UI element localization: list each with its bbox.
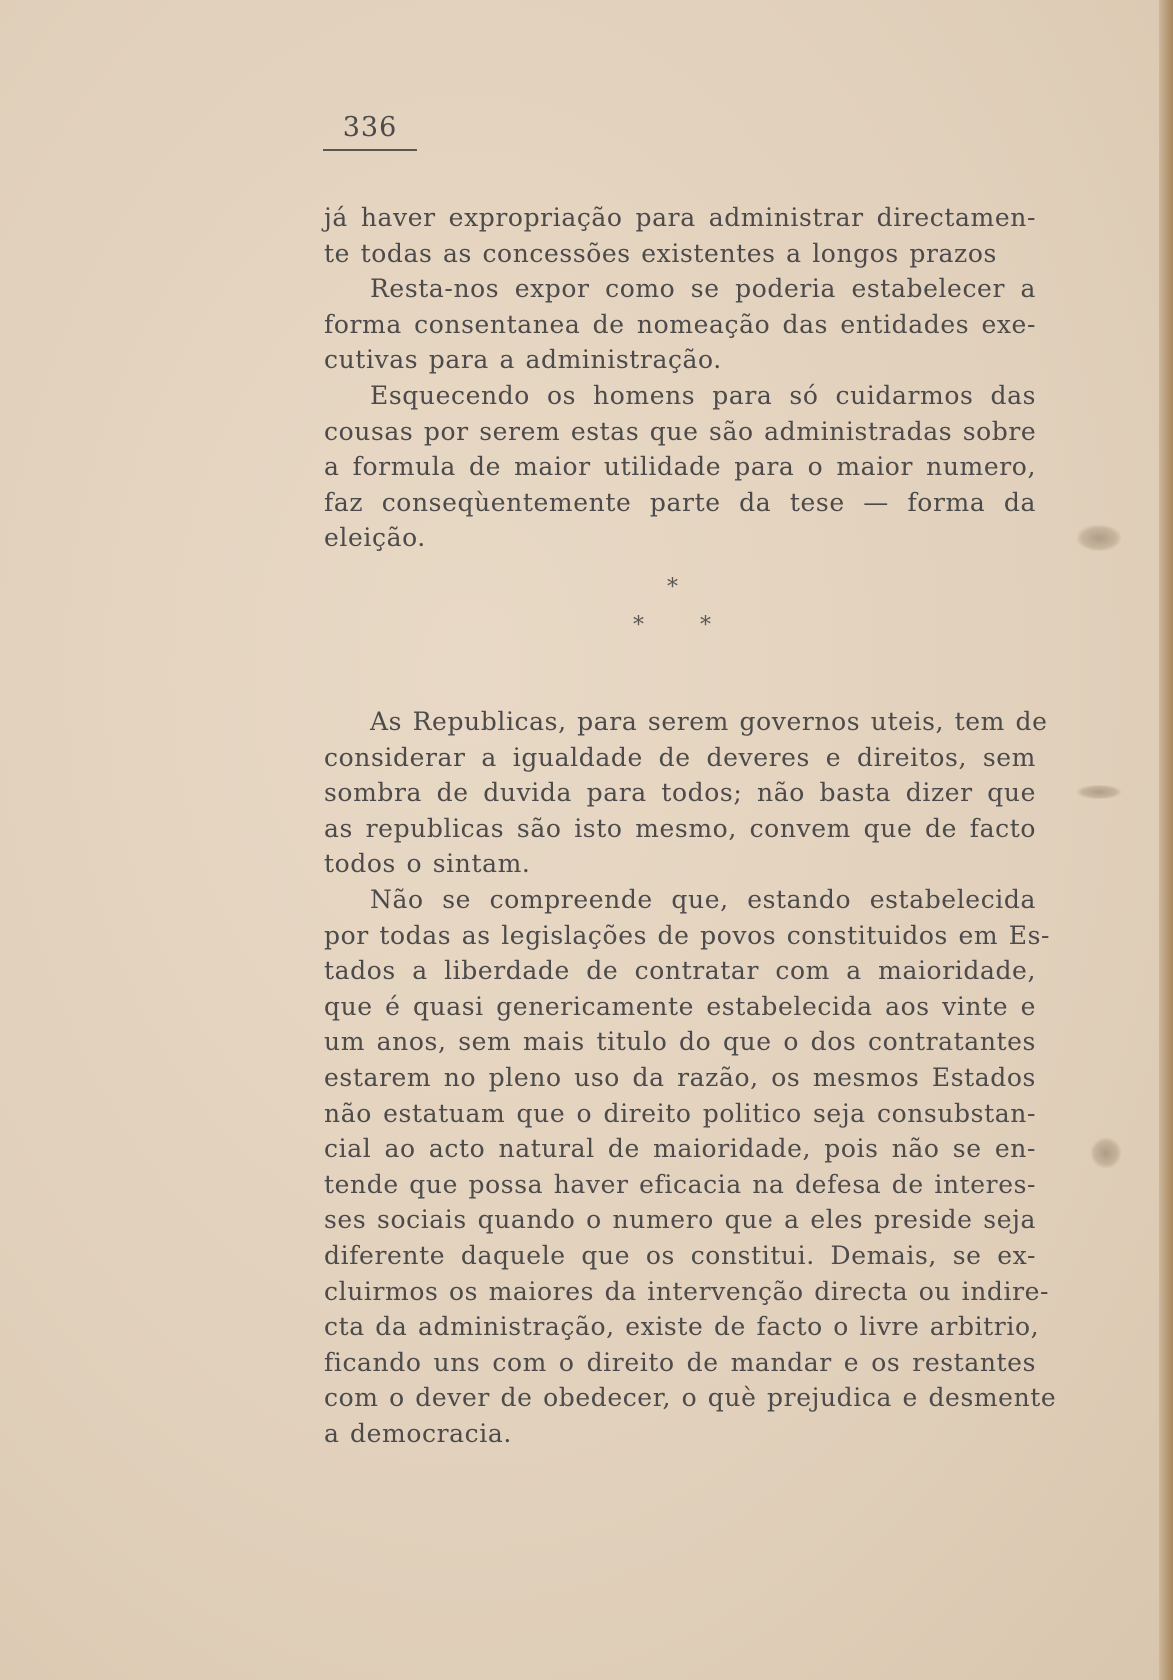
text-line: cial ao acto natural de maioridade, pois não se en- bbox=[324, 1134, 1036, 1164]
text-line: eleição. bbox=[324, 523, 426, 553]
text-line: ses sociais quando o numero que a eles preside seja bbox=[324, 1205, 1036, 1235]
paragraph-block bbox=[324, 200, 1036, 556]
text-line: a democracia. bbox=[324, 1418, 512, 1448]
text-line: ficando uns com o direito de mandar e os restantes bbox=[324, 1347, 1036, 1377]
text-line: que é quasi genericamente estabelecida aos vinte e bbox=[324, 991, 1036, 1021]
text-line: faz conseqùentemente parte da tese — forma da bbox=[324, 487, 1036, 517]
page-number: 336 bbox=[323, 112, 417, 151]
text-line: cousas por serem estas que são administradas sobre bbox=[324, 416, 1037, 446]
text-line: já haver expropriação para administrar directamen- bbox=[324, 203, 1036, 232]
text-line: As Republicas, para serem governos uteis, tem de bbox=[370, 707, 1048, 736]
text-line: com o dever de obedecer, o què prejudica e desmente bbox=[324, 1383, 1057, 1413]
page-edge bbox=[1159, 0, 1173, 1680]
text-line: te todas as concessões existentes a longos prazos bbox=[324, 238, 997, 268]
text-line: Esquecendo os homens para só cuidarmos das bbox=[370, 380, 1036, 410]
stain-mark bbox=[1077, 785, 1121, 799]
text-line: sombra de duvida para todos; não basta dizer que bbox=[324, 778, 1036, 808]
text-line: a formula de maior utilidade para o maior numero, bbox=[324, 452, 1036, 482]
text-line: Não se compreende que, estando estabelecida bbox=[370, 884, 1036, 914]
text-line: tados a liberdade de contratar com a maioridade, bbox=[324, 956, 1036, 986]
section-separator bbox=[620, 575, 740, 645]
paragraph-block bbox=[324, 704, 1057, 1451]
text-line: um anos, sem mais titulo do que o dos contratantes bbox=[324, 1027, 1036, 1057]
text-line: estarem no pleno uso da razão, os mesmos Estados bbox=[324, 1062, 1036, 1092]
text-line: cta da administração, existe de facto o livre arbitrio, bbox=[324, 1312, 1040, 1342]
text-line: forma consentanea de nomeação das entidades exe- bbox=[324, 309, 1036, 339]
text-line: cutivas para a administração. bbox=[324, 345, 722, 375]
text-line: todos o sintam. bbox=[324, 849, 531, 879]
asterisk: * bbox=[633, 613, 644, 638]
text-line: cluirmos os maiores da intervenção directa ou indire- bbox=[324, 1276, 1050, 1306]
stain-mark bbox=[1091, 1138, 1121, 1168]
text-line: Resta-nos expor como se poderia estabelecer a bbox=[370, 274, 1036, 304]
text-line: considerar a igualdade de deveres e direitos, sem bbox=[324, 742, 1036, 772]
text-line: por todas as legislações de povos constituidos em Es- bbox=[324, 920, 1051, 950]
text-line: diferente daquele que os constitui. Demais, se ex- bbox=[324, 1240, 1036, 1270]
stain-mark bbox=[1077, 525, 1121, 551]
asterisk: * bbox=[667, 575, 678, 600]
text-line: as republicas são isto mesmo, convem que de facto bbox=[324, 813, 1036, 843]
text-line: tende que possa haver eficacia na defesa de interes- bbox=[324, 1169, 1037, 1199]
text-line: não estatuam que o direito politico seja consubstan- bbox=[324, 1098, 1036, 1128]
asterisk: * bbox=[700, 613, 711, 638]
